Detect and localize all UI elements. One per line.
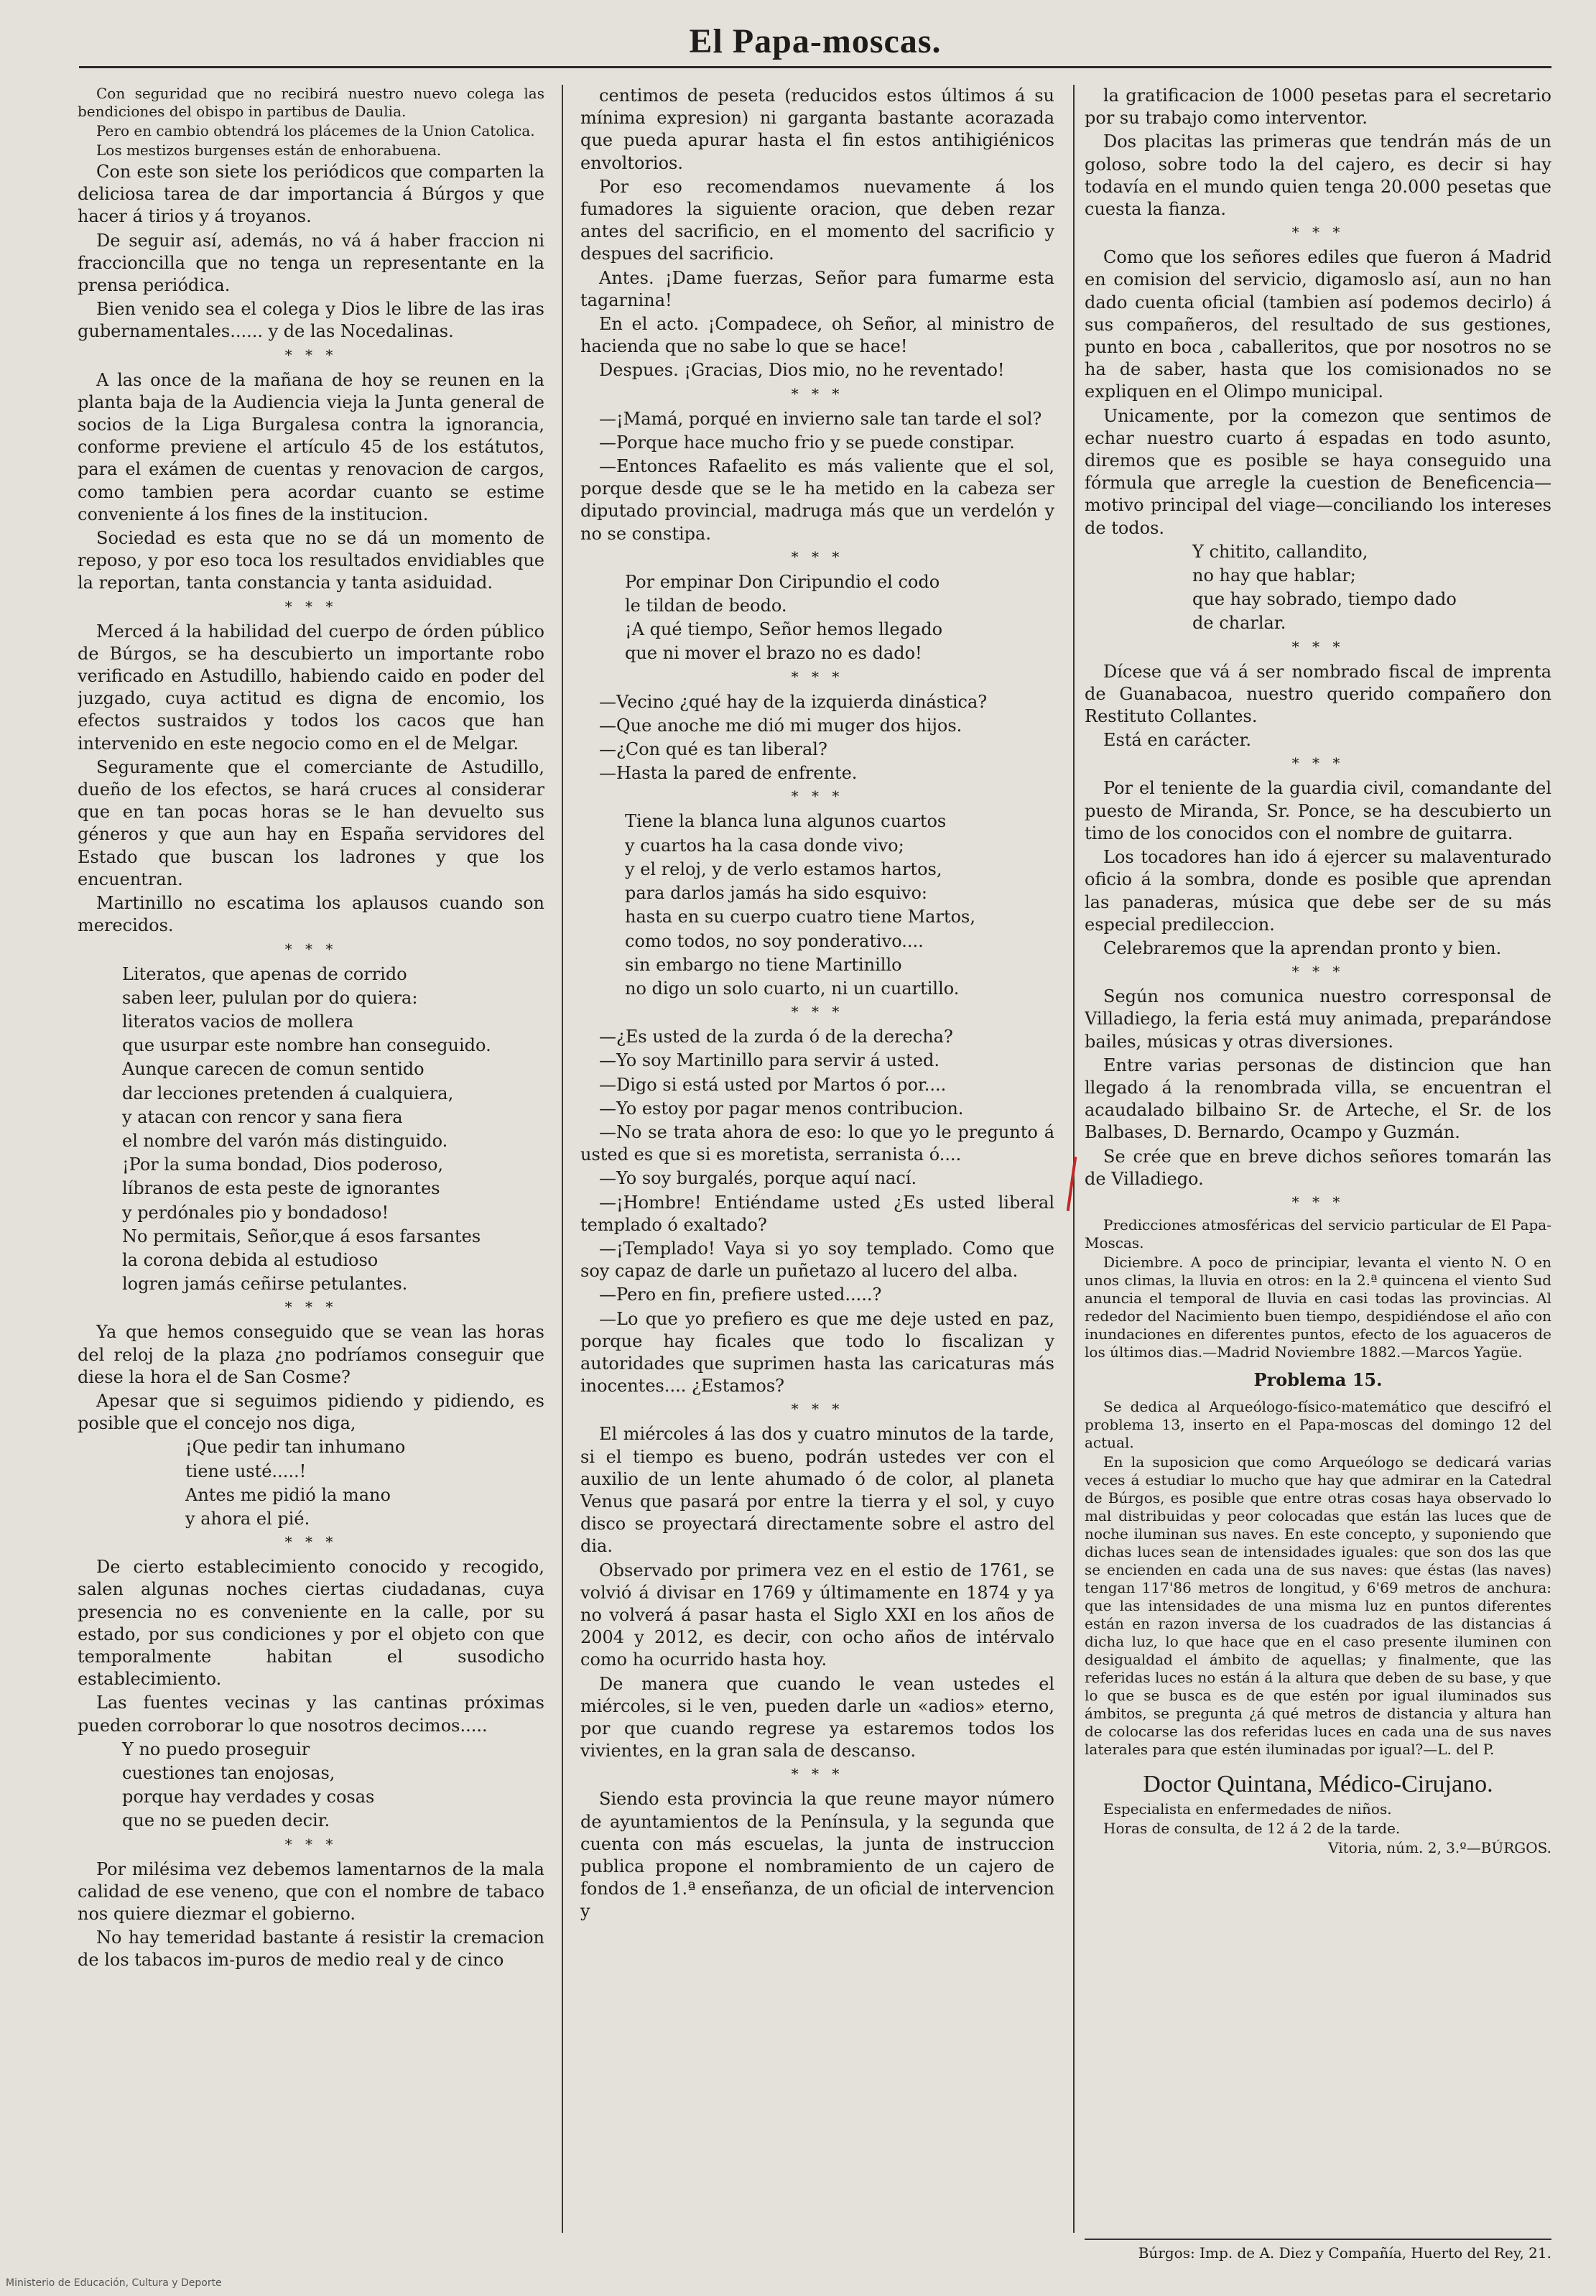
paragraph: El miércoles á las dos y cuatro minutos de la tarde, si el tiempo es bueno, podrán ustedes ver con el auxilio de un lente ahumado ó de color, al planeta Venus que pasará por entre la tierra y el sol, y cuyo disco se proyectará directamente sobre el astro del dia. <box>580 1424 1054 1557</box>
verse-line: no hay que hablar; <box>1192 565 1356 586</box>
verse-line: le tildan de beodo. <box>625 596 787 616</box>
section-separator: * * * <box>1291 963 1345 981</box>
section-separator: * * * <box>791 667 844 685</box>
red-pencil-mark <box>1067 1157 1077 1211</box>
verse-line: y perdónales pio y bondadoso! <box>122 1202 389 1223</box>
section-separator: * * * <box>284 1835 338 1853</box>
verse-line: Y no puedo proseguir <box>122 1739 310 1759</box>
paragraph: —Hasta la pared de enfrente. <box>599 763 858 784</box>
verse-line: que hay sobrado, tiempo dado <box>1192 589 1457 610</box>
verse-line: que no se pueden decir. <box>122 1810 330 1831</box>
paragraph: Merced á la habilidad del cuerpo de órden público de Búrgos, se ha descubierto un importante robo verificado en Astudillo, habiendo caido en poder del juzgado, cuya actitud es digna de encomio, los efectos sustraidos y todos los cacos que han intervenido en este negocio como en el de Melgar. <box>78 621 544 754</box>
doctor-advert <box>1085 1770 1551 1857</box>
section-separator: * * * <box>284 1298 338 1316</box>
verse-line: Literatos, que apenas de corrido <box>122 963 407 984</box>
verse-line: literatos vacios de mollera <box>122 1011 354 1032</box>
paragraph: Los mestizos burgenses están de enhorabuena. <box>96 142 442 159</box>
verse-line: y ahora el pié. <box>185 1508 310 1529</box>
verse-line: y atacan con rencor y sana fiera <box>122 1106 403 1127</box>
paragraph: Entre varias personas de distincion que han llegado á la renombrada villa, se encuentran el acaudalado bilbaino Sr. de Arteche, el Sr. de los Balbases, D. Bernardo, Ocampo y Guzmán. <box>1085 1055 1551 1143</box>
verse-line: ¡Por la suma bondad, Dios poderoso, <box>122 1154 444 1175</box>
section-separator: * * * <box>1291 1193 1345 1211</box>
section-separator: * * * <box>284 597 338 615</box>
verse-line: ¡A qué tiempo, Señor hemos llegado <box>625 619 943 640</box>
verse-line: logren jamás ceñirse petulantes. <box>122 1274 408 1295</box>
column-3 <box>1085 85 1551 2233</box>
paragraph: Martinillo no escatima los aplausos cuando son merecidos. <box>78 893 544 936</box>
paragraph: De seguir así, además, no vá á haber fraccion ni fraccioncilla que no tenga un representante en la prensa periódica. <box>78 230 544 296</box>
paragraph: Ya que hemos conseguido que se vean las horas del reloj de la plaza ¿no podríamos conseguir que diese la hora el de San Cosme? <box>78 1322 544 1387</box>
paragraph: Dícese que vá á ser nombrado fiscal de imprenta de Guanabacoa, nuestro querido compañero don Restituto Collantes. <box>1085 661 1551 727</box>
verse-line: Por empinar Don Ciripundio el codo <box>625 571 940 592</box>
verse-line: Tiene la blanca luna algunos cuartos <box>625 811 947 832</box>
paragraph: —Porque hace mucho frio y se puede constipar. <box>599 432 1015 453</box>
paragraph: Se crée que en breve dichos señores tomarán las de Villadiego. <box>1085 1146 1551 1189</box>
paragraph: —No se trata ahora de eso: lo que yo le pregunto á usted es que si es moretista, serranista ó.... <box>580 1121 1054 1165</box>
paragraph: En el acto. ¡Compadece, oh Señor, al ministro de hacienda que no sabe lo que se hace! <box>580 314 1054 357</box>
verse-line: saben leer, pululan por do quiera: <box>122 987 418 1008</box>
problem-text <box>1085 1398 1551 1759</box>
verse-line: líbranos de esta peste de ignorantes <box>122 1178 440 1199</box>
section-separator: * * * <box>791 547 844 565</box>
section-separator: * * * <box>791 787 844 805</box>
sonnet <box>78 963 544 1296</box>
paragraph: Despues. ¡Gracias, Dios mio, no he reventado! <box>599 360 1005 381</box>
header-rule <box>79 66 1551 68</box>
paragraph: Con seguridad que no recibirá nuestro nuevo colega las bendiciones del obispo in partibus de Daulia. <box>78 85 544 120</box>
paragraph: Los tocadores han ido á ejercer su malaventurado oficio á la sombra, donde es posible que aprendan las panaderas, música que debe ser de su más especial predileccion. <box>1085 847 1551 935</box>
verse-line: como todos, no soy ponderativo.... <box>625 930 924 951</box>
paragraph: Dos placitas las primeras que tendrán más de un goloso, sobre todo la del cajero, es decir si hay todavía en el mundo quien tenga 20.000 pesetas que cuesta la fianza. <box>1085 131 1551 220</box>
problem-heading: Problema 15. <box>1253 1369 1383 1390</box>
paragraph: Por milésima vez debemos lamentarnos de la mala calidad de ese veneno, que con el nombre de tabaco nos quiere diezmar el gobierno. <box>78 1858 544 1925</box>
paragraph: Como que los señores ediles que fueron á Madrid en comision del servicio, digamoslo así, aun no han dado cuenta oficial (tambien así podemos decirlo) á sus compañeros, del resultado de sus gestiones, punto en boca , caballeritos, que por nosotros no se ha de saber, hasta que los comisionados no se expliquen en el Olimpo municipal. <box>1085 247 1551 402</box>
verse-line: que usurpar este nombre han conseguido. <box>122 1035 491 1056</box>
column-divider <box>562 85 563 2233</box>
weather-predictions <box>1085 1216 1551 1361</box>
paragraph: —¿Es usted de la zurda ó de la derecha? <box>599 1027 953 1047</box>
paragraph: Está en carácter. <box>1103 730 1251 751</box>
paragraph: centimos de peseta (reducidos estos últimos á su mínima expresion) ni garganta bastante acorazada que pueda apurar hasta el fin estos antihigiénicos envoltorios. <box>580 85 1054 173</box>
paragraph: De cierto establecimiento conocido y recogido, salen algunas noches ciertas ciudadanas, cuya presencia no es conveniente en la calle, por su estado, por sus condiciones y por el objeto con que temporalmente habitan el susodicho establecimiento. <box>78 1557 544 1690</box>
paragraph: Diciembre. A poco de principiar, levanta el viento N. O en unos climas, la lluvia en otros: en la 2.ª quincena el viento Sud anuncia el temporal de lluvia en casi todas las provincias. Al rededor del Nacimiento buen tiempo, despidiéndose el año con inundaciones en diferentes puntos, efecto de los aguaceros de los últimos dias.—Madrid Noviembre 1882.—Marcos Yagüe. <box>1085 1253 1551 1361</box>
section-separator: * * * <box>1291 223 1345 241</box>
verse-line: no digo un solo cuarto, ni un cuartillo. <box>625 978 960 999</box>
column-2 <box>580 85 1054 2233</box>
paragraph: —¡Templado! Vaya si yo soy templado. Como que soy capaz de darle un puñetazo al lucero del alba. <box>580 1238 1054 1282</box>
paragraph: Se dedica al Arqueólogo-físico-matemático que descifró el problema 13, inserto en el Papa-moscas del domingo 12 del actual. <box>1085 1398 1551 1452</box>
advert-line: Horas de consulta, de 12 á 2 de la tarde. <box>1103 1820 1401 1838</box>
section-separator: * * * <box>791 384 844 402</box>
paragraph: Celebraremos que la aprendan pronto y bien. <box>1103 938 1502 958</box>
verse-line: hasta en su cuerpo cuatro tiene Martos, <box>625 907 975 927</box>
paragraph: Bien venido sea el colega y Dios le libre de las iras gubernamentales...... y de las Nocedalinas. <box>78 299 544 342</box>
verse-line: sin embargo no tiene Martinillo <box>625 954 902 975</box>
section-separator: * * * <box>1291 637 1345 655</box>
verse-line: el nombre del varón más distinguido. <box>122 1130 448 1151</box>
masthead-title: El Papa-moscas. <box>689 22 942 60</box>
paragraph: Antes. ¡Dame fuerzas, Señor para fumarme esta tagarnina! <box>580 267 1054 310</box>
advert-title: Doctor Quintana, Médico-Cirujano. <box>1143 1771 1493 1798</box>
verse-line: y el reloj, y de verlo estamos hartos, <box>625 858 942 879</box>
section-separator: * * * <box>284 1533 338 1551</box>
verse-line: cuestiones tan enojosas, <box>122 1763 335 1783</box>
verse-line: la corona debida al estudioso <box>122 1249 379 1270</box>
paragraph: Con este son siete los periódicos que comparten la deliciosa tarea de dar importancia á Búrgos y que hacer á tirios y á troyanos. <box>78 162 544 227</box>
paragraph: —Yo soy burgalés, porque aquí nací. <box>599 1168 917 1189</box>
intro-notes <box>78 85 544 159</box>
paragraph: Observado por primera vez en el estio de 1761, se volvió á divisar en 1769 y últimamente en 1874 y ya no volverá á pasar hasta el Siglo XXI en los años de 2004 y 2012, es decir, con ocho años de intérvalo como ha ocurrido hasta hoy. <box>580 1560 1054 1670</box>
verse-line: No permitais, Señor,que á esos farsantes <box>122 1226 481 1246</box>
printer-imprint: Búrgos: Imp. de A. Diez y Compañía, Huerto del Rey, 21. <box>1138 2244 1551 2262</box>
paragraph: Predicciones atmosféricas del servicio particular de El Papa-Moscas. <box>1085 1216 1551 1251</box>
verse-line: Antes me pidió la mano <box>185 1484 391 1505</box>
paragraph: De manera que cuando le vean ustedes el miércoles, si le ven, pueden darle un «adios» eterno, por que cuando regrese ya estaremos todos los vivientes, en la gran sala de descanso. <box>580 1673 1054 1762</box>
section-separator: * * * <box>1291 754 1345 772</box>
verse-line: porque hay verdades y cosas <box>122 1787 375 1807</box>
advert-address: Vitoria, núm. 2, 3.º—BÚRGOS. <box>1328 1839 1551 1857</box>
paragraph: —Digo si está usted por Martos ó por.... <box>599 1074 947 1095</box>
verse-line: para darlos jamás ha sido esquivo: <box>625 883 927 904</box>
paragraph: Pero en cambio obtendrá los plácemes de la Union Catolica. <box>96 122 535 139</box>
paragraph: —¡Mamá, porqué en invierno sale tan tarde el sol? <box>599 408 1042 429</box>
paragraph: —Vecino ¿qué hay de la izquierda dinástica? <box>599 691 988 712</box>
paragraph: Siendo esta provincia la que reune mayor número de ayuntamientos de la Península, y la segunda que cuenta con más escuelas, la junta de instruccion publica propone el nombramiento de un cajero de fondos de 1.ª enseñanza, de un oficial de intervencion y <box>580 1789 1054 1922</box>
bottom-rule <box>1085 2239 1551 2240</box>
paragraph: —Pero en fin, prefiere usted.....? <box>599 1284 882 1305</box>
section-separator: * * * <box>791 1765 844 1783</box>
paragraph: —Que anoche me dió mi muger dos hijos. <box>599 715 962 736</box>
verse-line: Y chitito, callandito, <box>1192 541 1368 562</box>
paragraph: Las fuentes vecinas y las cantinas próximas pueden corroborar lo que nosotros decimos..... <box>78 1693 544 1736</box>
paragraph: Unicamente, por la comezon que sentimos de echar nuestro cuarto á espadas en todo asunto, diremos que es posible se haya conseguido una fórmula que arregle la cuestion de Beneficencia—motivo principal del viage—conciliando los intereses de todos. <box>1085 405 1551 538</box>
paragraph: —Yo estoy por pagar menos contribucion. <box>599 1098 964 1119</box>
paragraph: Por el teniente de la guardia civil, comandante del puesto de Miranda, Sr. Ponce, se ha descubierto un timo de los conocidos con el nombre de guitarra. <box>1085 778 1551 843</box>
paragraph: —Lo que yo prefiero es que me deje usted en paz, porque hay ficales que todo lo fiscalizan y autoridades que suprimen hasta las caricaturas más inocentes.... ¿Estamos? <box>580 1308 1054 1397</box>
column-1 <box>78 85 544 2233</box>
paragraph: —¿Con qué es tan liberal? <box>599 739 827 760</box>
paragraph: No hay temeridad bastante á resistir la cremacion de los tabacos im-puros de medio real y de cinco <box>78 1927 544 1971</box>
paragraph: —Yo soy Martinillo para servir á usted. <box>599 1050 939 1071</box>
paragraph: —¡Hombre! Entiéndame usted ¿Es usted liberal templado ó exaltado? <box>580 1192 1054 1235</box>
paragraph: Sociedad es esta que no se dá un momento de reposo, y por eso toca los resultados envidiables que la reportan, tanta constancia y tanta asiduidad. <box>78 528 544 593</box>
advert-line: Especialista en enfermedades de niños. <box>1103 1800 1392 1818</box>
paragraph: —Entonces Rafaelito es más valiente que el sol, porque desde que se le ha metido en la cabeza ser diputado provincial, madruga más que un verdelón y no se constipa. <box>580 456 1054 544</box>
verse-line: Aunque carecen de comun sentido <box>122 1059 424 1080</box>
paragraph: la gratificacion de 1000 pesetas para el secretario por su trabajo como interventor. <box>1085 85 1551 129</box>
verse-line: y cuartos ha la casa donde vivo; <box>625 835 904 856</box>
section-separator: * * * <box>284 346 338 364</box>
section-separator: * * * <box>791 1003 844 1021</box>
verse-line: que ni mover el brazo no es dado! <box>625 643 922 664</box>
paragraph: A las once de la mañana de hoy se reunen en la planta baja de la Audiencia vieja la Junta general de socios de la Liga Burgalesa contra la ignorancia, conforme previene el artículo 45 de los estátutos, para el exámen de cuentas y renovacion de cargos, como tambien pera acordar cuanto se estime conveniente á los fines de la institucion. <box>78 369 544 524</box>
paragraph: Por eso recomendamos nuevamente á los fumadores la siguiente oracion, que deben rezar antes del sacrificio, en el momento del sacrificio y despues del sacrificio. <box>580 176 1054 264</box>
verse-line: ¡Que pedir tan inhumano <box>185 1437 406 1458</box>
verse-line: dar lecciones pretenden á cualquiera, <box>122 1083 454 1103</box>
verse-line: de charlar. <box>1192 613 1286 634</box>
paragraph: Seguramente que el comerciante de Astudillo, dueño de los efectos, se hará cruces al considerar que en tan pocas horas se le han devuelto sus géneros y que aun hay en España servidores del Estado que buscan los ladrones y que los encuentran. <box>78 756 544 889</box>
paragraph: En la suposicion que como Arqueólogo se dedicará varias veces á estudiar lo mucho que hay que admirar en la Catedral de Búrgos, es posible que entre otras cosas haya observado lo mal distribuidas y peor colocadas que están las luces que de noche iluminan sus naves. En este concepto, y suponiendo que dichas luces sean de intensidades iguales: que son dos las que se encienden en cada una de sus naves: que éstas (las naves) tengan 117'86 metros de longitud, y 6'69 metros de anchura: que las intensidades de una misma luz en puntos diferentes están en razon inversa de los cuadrados de las distancias á dicha luz, lo que hace que en el caso presente iluminen con desigualdad el ámbito de aquellas; y finalmente, que las referidas luces no están á la altura que deben de su base, y que lo que se busca es de que estén por igual iluminados sus ámbitos, se pregunta ¿á qué metros de distancia y altura han de colocarse las dos referidas luces en cada una de sus naves laterales para que estén iluminadas por igual?—L. del P. <box>1085 1453 1551 1759</box>
section-separator: * * * <box>284 940 338 958</box>
verse-line: tiene usté.....! <box>185 1461 307 1481</box>
paragraph: Apesar que si seguimos pidiendo y pidiendo, es posible que el concejo nos diga, <box>78 1390 544 1434</box>
section-separator: * * * <box>791 1400 844 1418</box>
archive-footer: Ministerio de Educación, Cultura y Deporte <box>6 2277 222 2289</box>
paragraph: Según nos comunica nuestro corresponsal de Villadiego, la feria está muy animada, preparándose bailes, músicas y otras diversiones. <box>1085 986 1551 1052</box>
